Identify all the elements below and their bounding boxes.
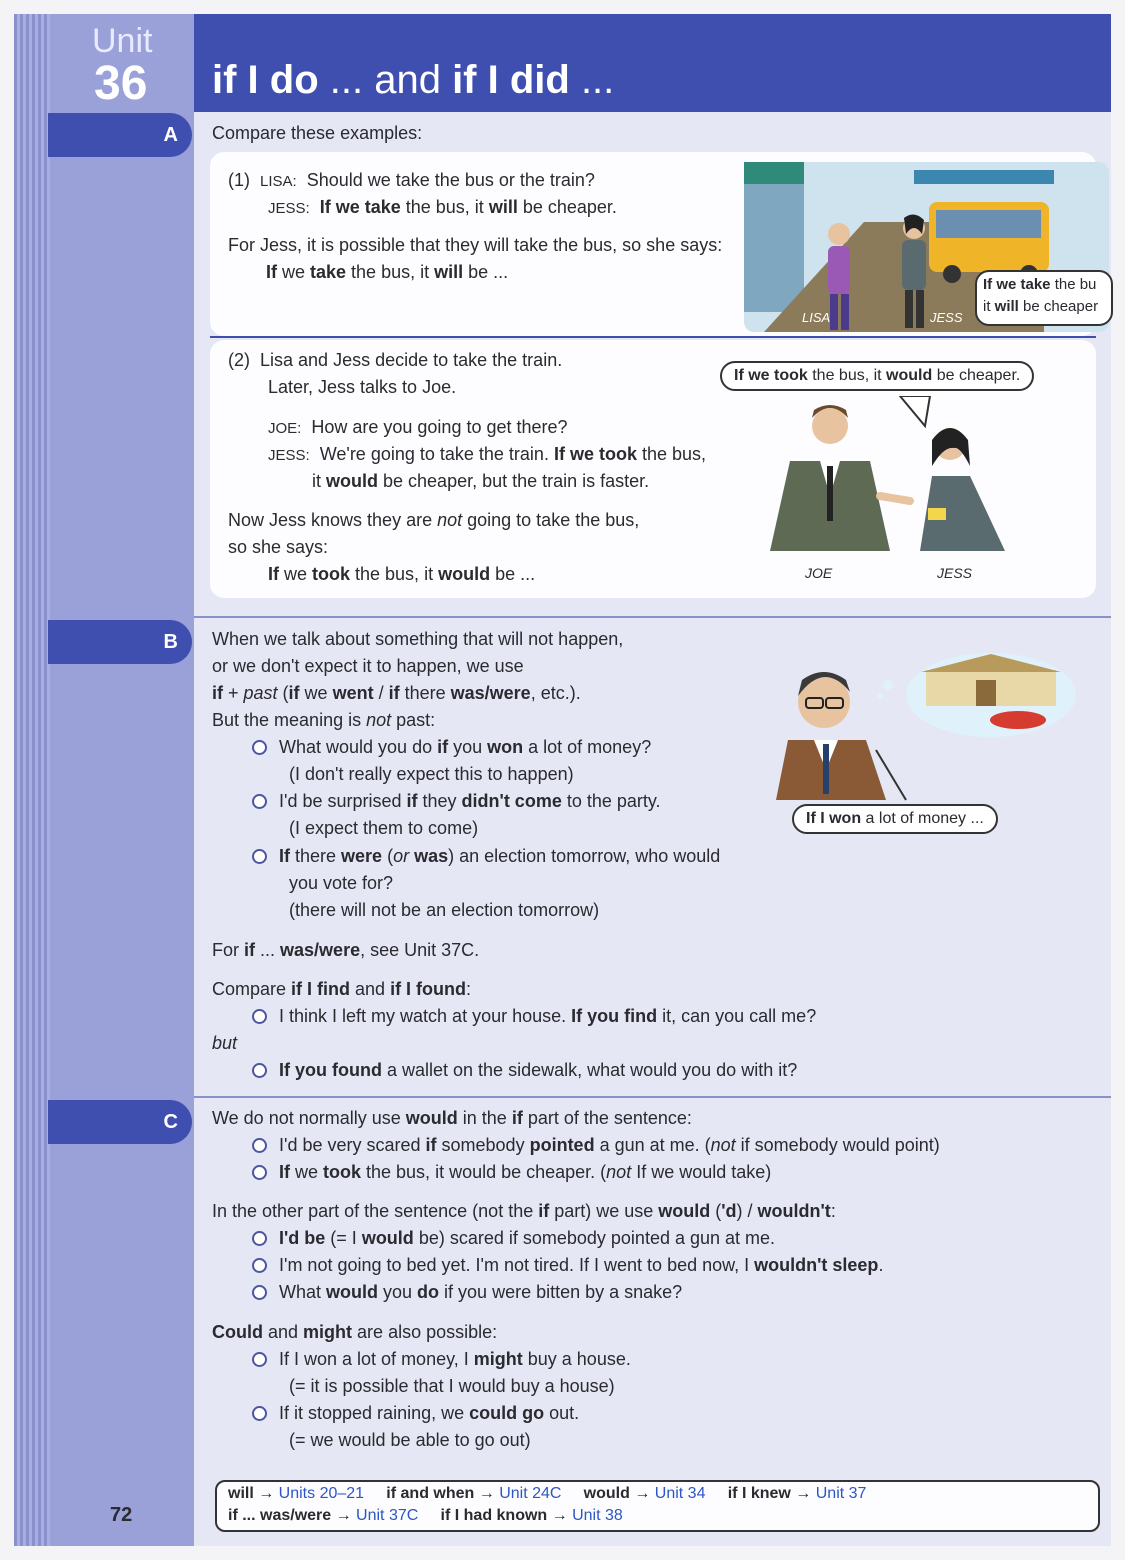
bullet-icon xyxy=(252,1165,267,1180)
divider-b-c xyxy=(194,1096,1111,1098)
ex1-explain: For Jess, it is possible that they will take the bus, so she says: xyxy=(228,235,723,255)
bullet-icon xyxy=(252,1231,267,1246)
label-lisa: LISA xyxy=(802,310,831,325)
section-c-line1: We do not normally use would in the if part of the sentence: xyxy=(212,1108,692,1128)
ex2-line2: Later, Jess talks to Joe. xyxy=(268,377,457,397)
section-b-line1: When we talk about something that will not happen, xyxy=(212,629,624,649)
ex1-jess-line: JESS: If we take the bus, it will be cheaper. xyxy=(268,197,617,217)
bullet-icon xyxy=(252,1009,267,1024)
unit-number: 36 xyxy=(94,57,148,110)
page-edge-stripes xyxy=(14,14,50,1546)
section-c-tab: C xyxy=(48,1100,192,1144)
ex2-explain1: Now Jess knows they are not going to take the bus, xyxy=(228,510,640,530)
ex1-pattern: If we take the bus, it will be ... xyxy=(266,262,509,282)
cross-ref-item[interactable]: if and when → Unit 24C xyxy=(386,1485,562,1502)
speech-bubble-took: If we took the bus, it would be cheaper. xyxy=(720,361,1034,391)
bullet-icon xyxy=(252,1138,267,1153)
cross-ref-item[interactable]: would → Unit 34 xyxy=(583,1485,706,1502)
section-b-example-2: I'd be surprised if they didn't come to the party. xyxy=(252,788,661,815)
unit-label: Unit xyxy=(92,22,153,60)
bus-stop-roof xyxy=(914,170,1054,184)
section-a-intro: Compare these examples: xyxy=(212,123,423,143)
bullet-icon xyxy=(252,740,267,755)
section-c-line3: Could and might are also possible: xyxy=(212,1322,498,1342)
bullet-icon xyxy=(252,1406,267,1421)
section-c-example-5: What would you do if you were bitten by a snake? xyxy=(252,1279,682,1306)
section-b-line4: But the meaning is not past: xyxy=(212,710,436,730)
page-title: if I do ... and if I did ... xyxy=(212,58,615,102)
section-c-example-6-note: (= it is possible that I would buy a house) xyxy=(289,1376,615,1396)
section-b-line3: if + past (if we went / if there was/were, etc.). xyxy=(212,683,581,703)
section-b-example-1: What would you do if you won a lot of money? xyxy=(252,734,651,761)
section-b-example-3-note: (there will not be an election tomorrow) xyxy=(289,900,600,920)
ex2-explain2: so she says: xyxy=(228,537,329,557)
section-b-but: but xyxy=(212,1033,238,1053)
section-b-tab: B xyxy=(48,620,192,664)
car-icon xyxy=(990,711,1046,729)
section-b-example-1-note: (I don't really expect this to happen) xyxy=(289,764,574,784)
ex2-jess-line2: it would be cheaper, but the train is faster. xyxy=(312,471,650,491)
ex2-pattern: If we took the bus, it would be ... xyxy=(268,564,536,584)
section-c-example-1: I'd be very scared if somebody pointed a gun at me. (not if somebody would point) xyxy=(252,1132,940,1159)
speech-bubble-bus: If we take the bu it will be cheaper xyxy=(975,270,1113,326)
joe-jess-illustration xyxy=(760,396,1030,556)
label-joe: JOE xyxy=(805,565,833,581)
cross-ref-item[interactable]: if ... was/were → Unit 37C xyxy=(228,1507,419,1524)
section-b-compare: Compare if I find and if I found: xyxy=(212,979,472,999)
cross-ref-row-1 xyxy=(228,1483,866,1505)
section-c-example-3: I'd be (= I would be) scared if somebody pointed a gun at me. xyxy=(252,1225,775,1252)
bullet-icon xyxy=(252,1285,267,1300)
section-b-see-also: For if ... was/were, see Unit 37C. xyxy=(212,940,480,960)
section-b-example-2-note: (I expect them to come) xyxy=(289,818,479,838)
section-c-example-7-note: (= we would be able to go out) xyxy=(289,1430,531,1450)
label-jess-2: JESS xyxy=(937,565,973,581)
section-b-example-3: If there were (or was) an election tomorrow, who would xyxy=(252,843,720,870)
label-jess: JESS xyxy=(930,310,963,325)
ex2-joe-line: JOE: How are you going to get there? xyxy=(268,417,568,437)
lisa-figure xyxy=(828,223,850,245)
section-b-example-3-cont: you vote for? xyxy=(289,873,394,893)
bullet-icon xyxy=(252,1063,267,1078)
cross-ref-row-2 xyxy=(228,1505,623,1527)
section-c-example-4: I'm not going to bed yet. I'm not tired. If I went to bed now, I wouldn't sleep. xyxy=(252,1252,883,1279)
section-c-line2: In the other part of the sentence (not the if part) we use would ('d) / wouldn't: xyxy=(212,1201,836,1221)
ex1-lisa-line: (1) LISA: Should we take the bus or the train? xyxy=(228,170,595,190)
bullet-icon xyxy=(252,1258,267,1273)
section-b-line2: or we don't expect it to happen, we use xyxy=(212,656,524,676)
section-c-example-6: If I won a lot of money, I might buy a house. xyxy=(252,1346,631,1373)
section-b-find: I think I left my watch at your house. If you find it, can you call me? xyxy=(252,1003,816,1030)
speech-bubble-won: If I won a lot of money ... xyxy=(792,804,998,834)
cross-ref-item[interactable]: if I had known → Unit 38 xyxy=(440,1507,623,1524)
bullet-icon xyxy=(252,849,267,864)
section-c-example-7: If it stopped raining, we could go out. xyxy=(252,1400,579,1427)
page-number: 72 xyxy=(110,1504,133,1526)
section-b-found: If you found a wallet on the sidewalk, what would you do with it? xyxy=(252,1057,797,1084)
joe-figure xyxy=(812,408,848,444)
cross-ref-item[interactable]: will → Units 20–21 xyxy=(228,1485,365,1502)
bullet-icon xyxy=(252,1352,267,1367)
example-divider xyxy=(210,336,1096,338)
ex2-line1: (2) Lisa and Jess decide to take the train. xyxy=(228,350,563,370)
bullet-icon xyxy=(252,794,267,809)
cross-ref-item[interactable]: if I knew → Unit 37 xyxy=(727,1485,867,1502)
dream-house-illustration xyxy=(776,650,1086,810)
section-a-tab: A xyxy=(48,113,192,157)
divider-a-b xyxy=(194,616,1111,618)
ex2-jess-line: JESS: We're going to take the train. If we took the bus, xyxy=(268,444,707,464)
section-c-example-2: If we took the bus, it would be cheaper. (not If we would take) xyxy=(252,1159,771,1186)
